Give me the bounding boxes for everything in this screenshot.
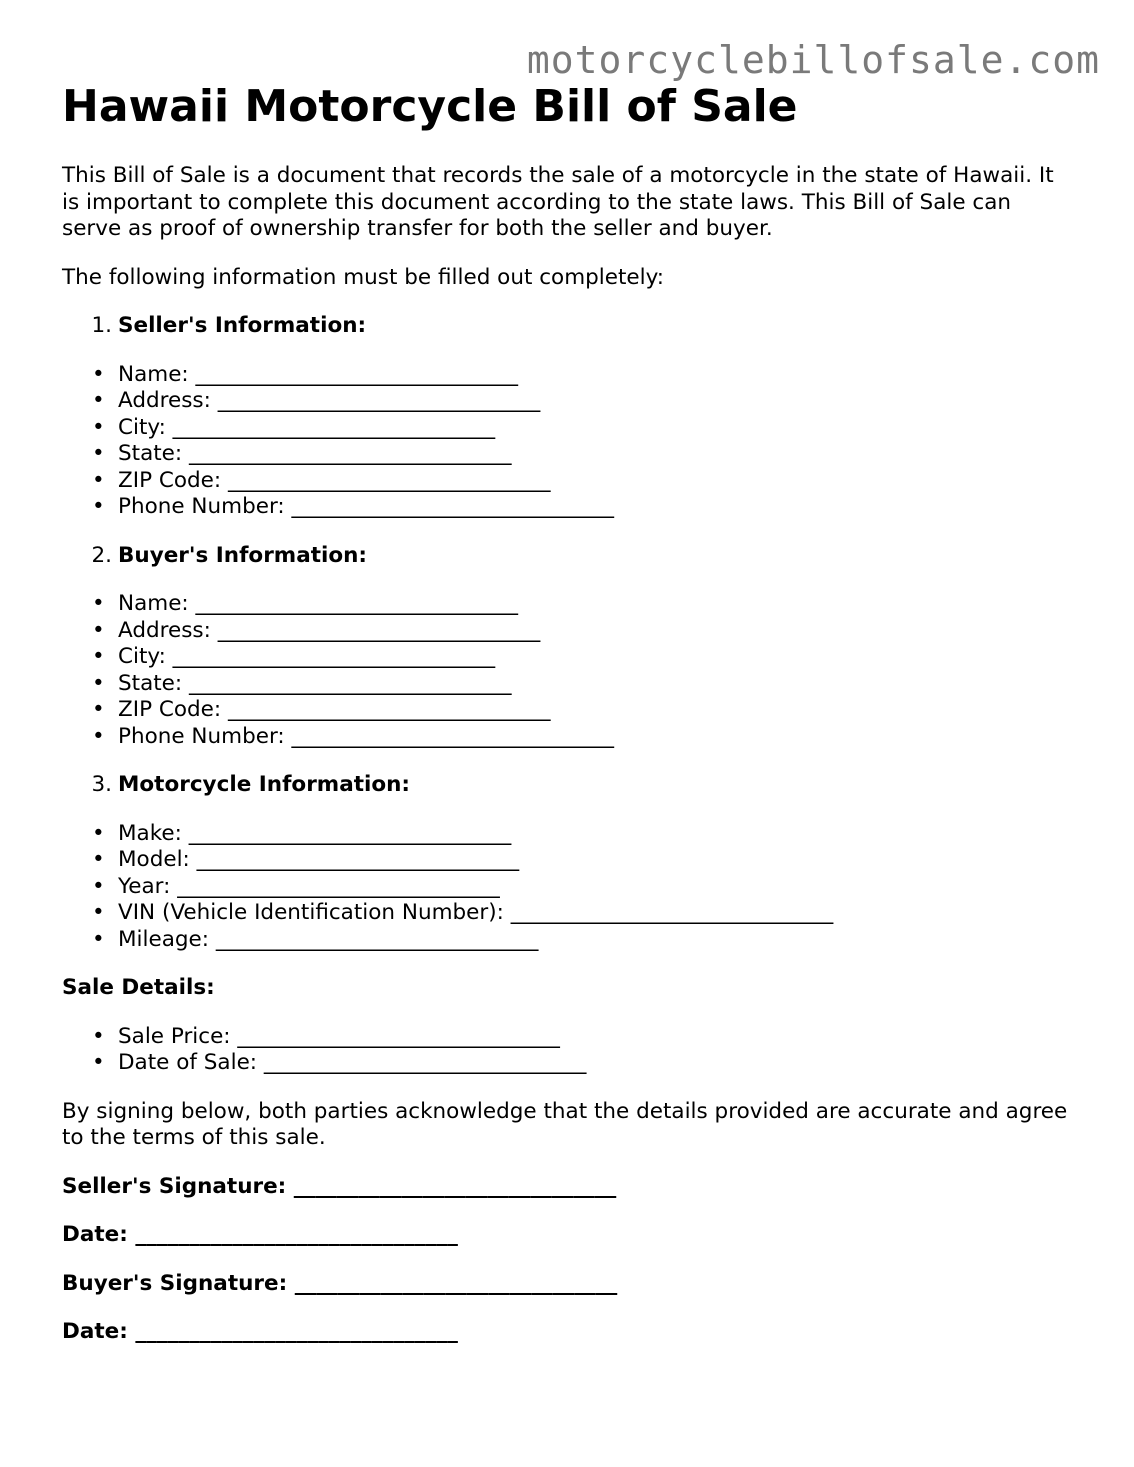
document-body [62, 163, 1072, 1368]
motorcycle-fields-list [62, 821, 1072, 954]
instruction-text: The following information must be filled out completely: [62, 264, 665, 290]
seller-zip-label: ZIP Code: [118, 467, 222, 493]
bullet: • [92, 900, 105, 925]
bullet: • [92, 847, 105, 872]
list-item [62, 927, 1072, 954]
buyer-date-line [62, 1319, 1072, 1346]
buyer-signature-label: Buyer's Signature: [62, 1270, 288, 1296]
bullet: • [92, 617, 105, 643]
buyer-address-label: Address: [118, 617, 211, 643]
list-item [62, 644, 1072, 671]
list-item [62, 362, 1072, 389]
list-item [62, 697, 1072, 724]
bullet: • [92, 441, 105, 466]
bullet: • [92, 494, 105, 519]
buyer-state-label: State: [118, 670, 183, 696]
section-motorcycle-heading [62, 772, 1072, 799]
list-item [62, 847, 1072, 874]
bullet: • [92, 820, 105, 846]
buyer-city-label: City: [118, 644, 166, 669]
vin-label: VIN (Vehicle Identification Number): [118, 900, 504, 925]
list-item [62, 900, 1072, 927]
section-title: Buyer's Information: [118, 542, 368, 568]
model-label: Model: [118, 847, 190, 872]
seller-address-blank[interactable]: ______________________________ [217, 388, 541, 413]
section-seller-heading [62, 313, 1072, 340]
sale-date-label: Date of Sale: [118, 1050, 258, 1075]
section-number: 2. [91, 542, 112, 568]
seller-name-label: Name: [118, 361, 189, 387]
list-item [62, 415, 1072, 442]
seller-state-blank[interactable]: ______________________________ [189, 441, 512, 466]
seller-date-label: Date: [62, 1222, 128, 1247]
buyer-state-blank[interactable]: ______________________________ [189, 670, 512, 696]
list-item [62, 388, 1072, 415]
buyer-date-blank[interactable]: ______________________________ [135, 1319, 458, 1344]
buyer-zip-label: ZIP Code: [118, 697, 222, 722]
buyer-phone-label: Phone Number: [118, 723, 285, 749]
seller-phone-blank[interactable]: ______________________________ [291, 494, 615, 519]
bullet: • [92, 388, 105, 413]
bullet: • [92, 644, 105, 669]
buyer-signature-line [62, 1271, 1072, 1298]
buyer-name-blank[interactable]: ______________________________ [195, 591, 519, 616]
section-number: 1. [91, 313, 112, 338]
bullet: • [92, 926, 105, 952]
document-title: Hawaii Motorcycle Bill of Sale [62, 81, 798, 132]
list-item [62, 441, 1072, 468]
bullet: • [92, 1023, 105, 1049]
acknowledgement-paragraph: By signing below, both parties acknowledge that the details provided are accurate and agree to the terms of this sale. [62, 1098, 1068, 1150]
make-blank[interactable]: ______________________________ [188, 820, 512, 846]
section-number: 3. [91, 772, 112, 797]
seller-address-label: Address: [118, 388, 211, 413]
buyer-date-label: Date: [62, 1319, 128, 1344]
seller-signature-label: Seller's Signature: [62, 1173, 287, 1199]
site-watermark: motorcyclebillofsale.com [526, 38, 1100, 82]
seller-city-blank[interactable]: ______________________________ [172, 414, 496, 440]
seller-name-blank[interactable]: ______________________________ [195, 361, 519, 387]
sale-details-list [62, 1024, 1072, 1077]
list-item [62, 1024, 1072, 1051]
buyer-signature-blank[interactable]: ______________________________ [294, 1270, 618, 1296]
seller-zip-blank[interactable]: ______________________________ [228, 467, 551, 493]
list-item [62, 874, 1072, 901]
bullet: • [92, 1050, 105, 1075]
buyer-fields-list [62, 591, 1072, 750]
seller-city-label: City: [118, 414, 166, 440]
list-item [62, 1050, 1072, 1077]
bullet: • [92, 361, 105, 387]
year-label: Year: [118, 873, 171, 899]
list-item [62, 494, 1072, 521]
buyer-name-label: Name: [118, 591, 189, 616]
seller-phone-label: Phone Number: [118, 494, 285, 519]
seller-signature-line [62, 1174, 1072, 1201]
list-item [62, 591, 1072, 618]
bullet: • [92, 591, 105, 616]
section-title: Motorcycle Information: [118, 772, 411, 797]
make-label: Make: [118, 820, 182, 846]
list-item [62, 671, 1072, 698]
bullet: • [92, 723, 105, 749]
seller-fields-list [62, 362, 1072, 521]
seller-signature-blank[interactable]: ______________________________ [293, 1173, 617, 1199]
buyer-zip-blank[interactable]: ______________________________ [228, 697, 551, 722]
intro-paragraph: This Bill of Sale is a document that records the sale of a motorcycle in the state of Hawaii. It is important to complete this document according to the state laws. This Bill of Sale can serve as proof of ownership transfer for both the seller and buyer. [62, 163, 1054, 241]
bullet: • [92, 414, 105, 440]
bullet: • [92, 697, 105, 722]
buyer-city-blank[interactable]: ______________________________ [172, 644, 496, 669]
list-item [62, 724, 1072, 751]
model-blank[interactable]: ______________________________ [196, 847, 520, 872]
section-title: Seller's Information: [118, 313, 367, 338]
bullet: • [92, 873, 105, 899]
mileage-label: Mileage: [118, 926, 210, 952]
list-item [62, 821, 1072, 848]
section-buyer-heading [62, 543, 1072, 570]
list-item [62, 618, 1072, 645]
bullet: • [92, 467, 105, 493]
list-item [62, 468, 1072, 495]
year-blank[interactable]: ______________________________ [177, 873, 500, 899]
sale-price-label: Sale Price: [118, 1023, 231, 1049]
bullet: • [92, 670, 105, 696]
sale-details-heading: Sale Details: [62, 975, 215, 1000]
seller-date-blank[interactable]: ______________________________ [135, 1222, 458, 1247]
vin-blank[interactable]: ______________________________ [510, 900, 834, 925]
buyer-phone-blank[interactable]: ______________________________ [291, 723, 615, 749]
sale-price-blank[interactable]: ______________________________ [237, 1023, 560, 1049]
buyer-address-blank[interactable]: ______________________________ [217, 617, 541, 643]
seller-date-line [62, 1222, 1072, 1249]
seller-state-label: State: [118, 441, 183, 466]
sale-date-blank[interactable]: ______________________________ [263, 1050, 587, 1075]
mileage-blank[interactable]: ______________________________ [215, 926, 539, 952]
